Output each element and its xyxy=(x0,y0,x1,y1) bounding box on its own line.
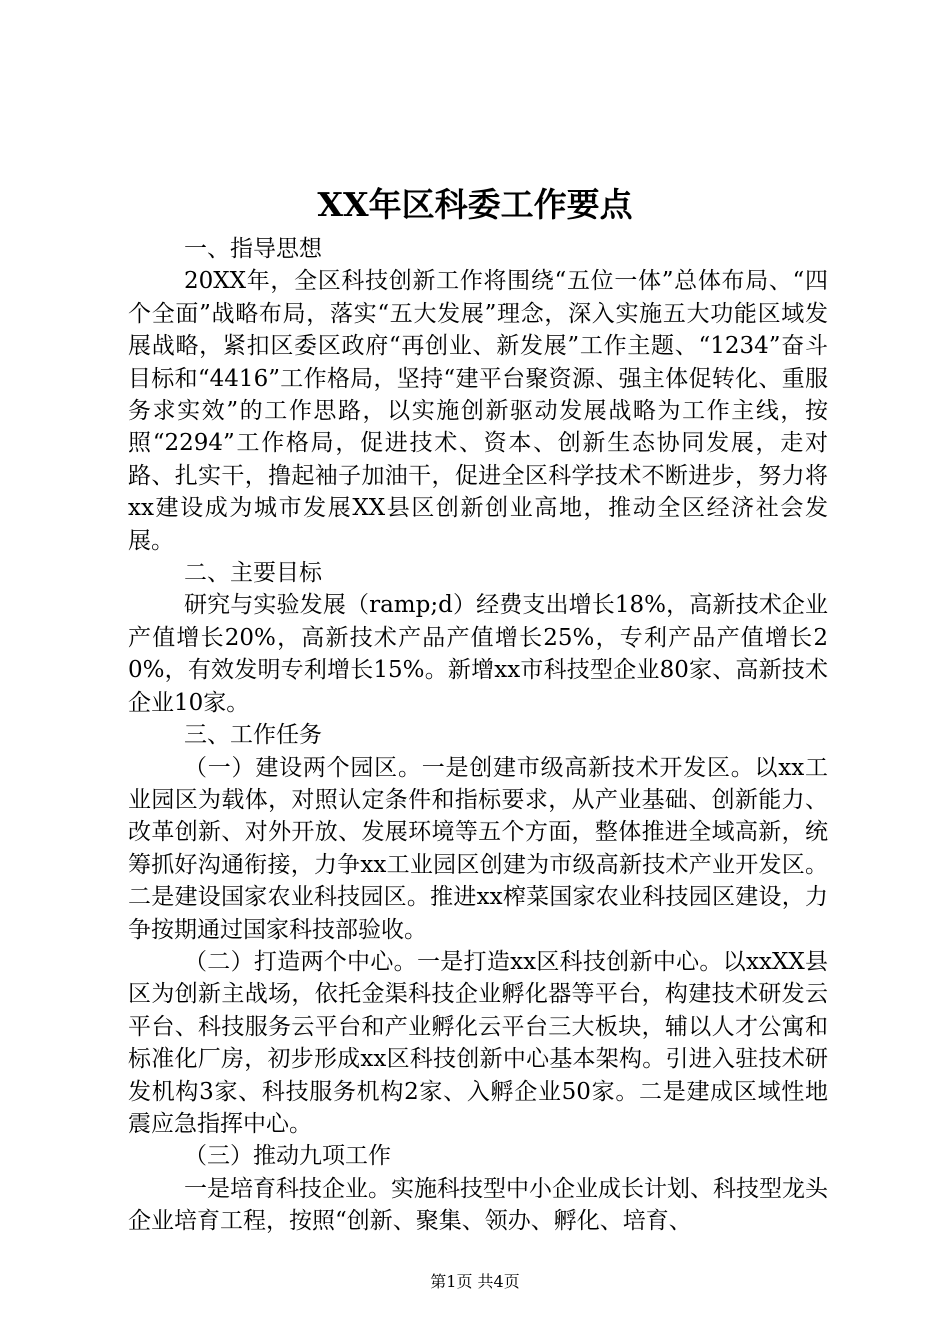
document-title: XX年区科委工作要点 xyxy=(317,185,633,224)
document-body xyxy=(128,233,828,1238)
subheading-nine-tasks: （三）推动九项工作 xyxy=(184,1143,391,1170)
paragraph-nine-tasks: 一是培育科技企业。实施科技型中小企业成长计划、科技型龙头企业培育工程，按照“创新、聚集、领办、孵化、培育、 xyxy=(128,1175,828,1235)
paragraph-task-centers: （二）打造两个中心。一是打造xx区科技创新中心。以xxXX县区为创新主战场，依托金渠科技企业孵化器等平台，构建技术研发云平台、科技服务云平台和产业孵化云平台三大板块，辅以人才公寓和标准化厂房，初步形成xx区科技创新中心基本架构。引进入驻技术研发机构3家、科技服务机构2家、入孵企业50家。二是建成区域性地震应急指挥中心。 xyxy=(128,948,828,1137)
section-heading-main-goals: 二、主要目标 xyxy=(184,560,322,587)
section-heading-guiding-ideology: 一、指导思想 xyxy=(184,236,322,262)
section-heading-work-tasks: 三、工作任务 xyxy=(184,722,322,749)
page-number-footer: 第1页 共4页 xyxy=(430,1272,520,1291)
paragraph-task-parks: （一）建设两个园区。一是创建市级高新技术开发区。以xx工业园区为载体，对照认定条件和指标要求，从产业基础、创新能力、改革创新、对外开放、发展环境等五个方面，整体推进全域高新，统筹抓好沟通衔接，力争xx工业园区创建为市级高新技术产业开发区。二是建设国家农业科技园区。推进xx榨菜国家农业科技园区建设，力争按期通过国家科技部验收。 xyxy=(128,754,828,943)
paragraph-guiding-ideology: 20XX年，全区科技创新工作将围绕“五位一体”总体布局、“四个全面”战略布局，落实“五大发展”理念，深入实施五大功能区域发展战略，紧扣区委区政府“再创业、新发展”工作主题、“1234”奋斗目标和“4416”工作格局，坚持“建平台聚资源、强主体促转化、重服务求实效”的工作思路，以实施创新驱动发展战略为工作主线，按照“2294”工作格局，促进技术、资本、创新生态协同发展，走对路、扎实干，撸起袖子加油干，促进全区科学技术不断进步，努力将xx建设成为城市发展XX县区创新创业高地，推动全区经济社会发展。 xyxy=(128,268,828,554)
paragraph-main-goals: 研究与实验发展（ramp;d）经费支出增长18%，高新技术企业产值增长20%，高新技术产品产值增长25%，专利产品产值增长20%，有效发明专利增长15%。新增xx市科技型企业80家、高新技术企业10家。 xyxy=(128,592,828,716)
